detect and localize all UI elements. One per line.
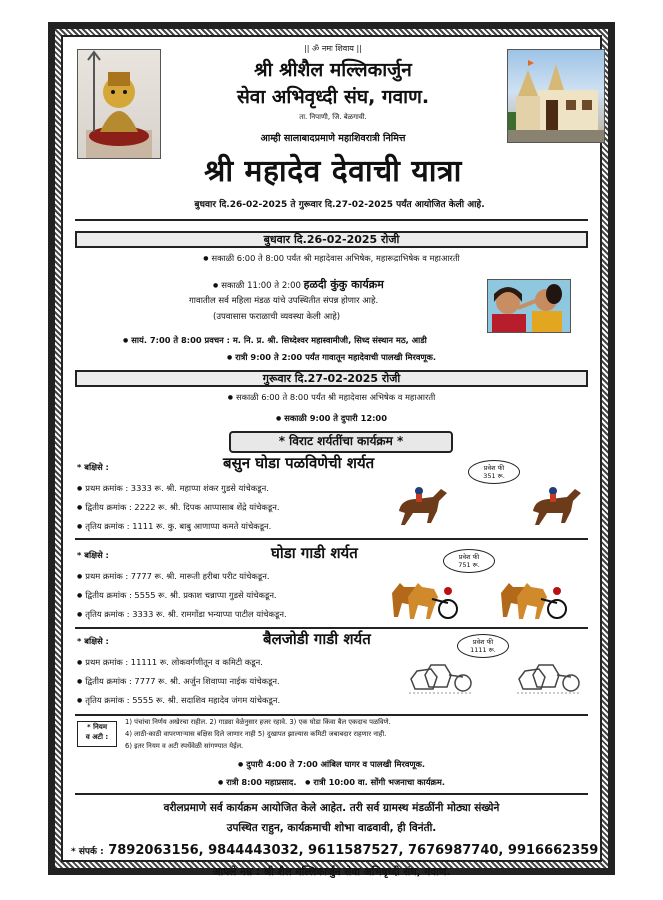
temple-photo (507, 49, 605, 143)
race1-entry-fee: प्रवेश फी 351 रू. (468, 460, 520, 484)
poster-border (48, 22, 615, 878)
race2-prize-label: * बक्षिसे : (77, 550, 109, 560)
race2-first: ● प्रथम क्रमांक : 7777 रू. श्री. मारूती हरीबा परीट यांचेकडून. (77, 571, 269, 582)
contact-numbers[interactable]: 7892063156, 9844443032, 9611587527, 7676987740, 9916662359 (108, 843, 599, 858)
day1-haldi-time (213, 277, 384, 292)
haldi-photo (487, 279, 571, 333)
race1-second: ● द्वितीय क्रमांक : 2222 रू. श्री. दिपक आप्पासाब शेंद्रे यांचेकडून. (77, 502, 279, 513)
divider (75, 714, 588, 716)
horse-rider-icon (525, 483, 585, 529)
rules-line1: 1) पंचांचा निर्णय अखेरचा राहील. 2) गाड्या वेळेनुसार हजर रहावे. 3) एक घोडा किंवा बैल एकदाच पळविणे. (125, 718, 391, 726)
divider (75, 538, 588, 540)
rules-line3: 6) इतर नियम व अटी स्पर्धेवेळी सांगण्यात येईल. (125, 742, 244, 750)
closing-palkhi: ● दुपारी 4:00 ते 7:00 आंबिल घागर व पालखी मिरवणूक. (75, 759, 588, 770)
contact-line (71, 843, 598, 858)
org-name-line1: श्री श्रीशैल मल्लिकार्जुन (254, 59, 412, 81)
mahaprasad-text: ● रात्री 8:00 महाप्रसाद. (218, 777, 297, 787)
race1-prize-label: * बक्षिसे : (77, 462, 109, 472)
day1-palkhi: ● रात्री 9:00 ते 2:00 पर्यंत गावातून महादेवाची पालखी मिरवणूक. (75, 352, 588, 363)
day2-heading: गुरूवार दि.27-02-2025 रोजी (75, 370, 588, 387)
poster-body (61, 35, 602, 878)
race2-third: ● तृतिय क्रमांक : 3333 रू. श्री. रामगोंडा भन्याप्पा पाटील यांचेकडून. (77, 609, 287, 620)
day2-abhishek: ● सकाळी 6:00 ते 8:00 पर्यंत श्री महादेवास अभिषेक व महाआरती (75, 392, 588, 403)
footer-signature: आपले नम्र : श्री शैल मल्लिकार्जुन सेवा अभिवृध्दी संघ, गवाण. (212, 866, 451, 878)
race1-third: ● तृतिय क्रमांक : 1111 रू. कु. बाबु आणाप्पा कमते यांचेकडून. (77, 521, 271, 532)
closing-evening (75, 777, 588, 788)
day1-abhishek: ● सकाळी 6:00 ते 8:00 पर्यंत श्री महादेवास अभिषेक, महारूद्राभिषेक व महाआरती (75, 253, 588, 264)
race3-first: ● प्रथम क्रमांक : 11111 रू. लोकवर्गणीतून व कमिटी कडून. (77, 657, 263, 668)
day1-pravachan: ● सायं. 7:00 ते 8:00 प्रवचन : म. नि. प्र. श्री. सिध्देश्वर महास्वामीजी, सिध्द संस्थान मठ, आडी (123, 335, 427, 346)
bullock-cart-icon (515, 649, 581, 695)
closing-para2: उपस्थित राहुन, कार्यक्रमाची शोभा वाढवावी, ही विनंती. (226, 822, 437, 834)
horse-rider-icon (391, 483, 451, 529)
haldi-time: सकाळी 11:00 ते 2:00 (221, 281, 301, 291)
closing-para1: वरीलप्रमाणे सर्व कार्यक्रम आयोजित केले आहेत. तरी सर्व ग्रामस्थ मंडळींनी मोठ्या संख्येने (163, 802, 500, 814)
org-name-line2: सेवा अभिवृध्दी संघ, गवाण. (236, 86, 430, 108)
intro-text: आम्ही सालाबादप्रमाणे महाशिवरात्री निमित्त (260, 133, 406, 144)
location-text: ता. निपाणी, जि. बेळगावी. (299, 113, 367, 121)
race2-entry-fee: प्रवेश फी 751 रू. (443, 549, 495, 573)
day1-heading: बुधवार दि.26-02-2025 रोजी (75, 231, 588, 248)
race3-entry-fee: प्रवेश फी 1111 रू. (457, 634, 509, 658)
race3-prize-label: * बक्षिसे : (77, 636, 109, 646)
race2-second: ● द्वितीय क्रमांक : 5555 रू. श्री. प्रकाश चन्नाप्पा गुडसे यांचेकडून. (77, 590, 277, 601)
race-banner: * विराट शर्यतींचा कार्यक्रम * (229, 431, 453, 453)
race3-second: ● द्वितीय क्रमांक : 7777 रू. श्री. अर्जुन शिवाप्पा नाईक यांचेकडून. (77, 676, 280, 687)
day2-morning: ● सकाळी 9:00 ते दुपारी 12:00 (75, 413, 588, 424)
day1-haldi-note: (उपवासास फराळाची व्यवस्था केली आहे) (213, 312, 341, 322)
haldi-title: हळदी कुंकु कार्यक्रम (303, 278, 384, 291)
divider (75, 793, 588, 795)
rules-label: * नियम व अटी : (77, 721, 117, 747)
invocation: || ॐ नमः शिवाय || (304, 44, 362, 53)
divider (75, 219, 588, 221)
horse-cart-icon (388, 573, 458, 623)
bhajan-text: ● रात्री 10:00 वा. सोंगी भजनाचा कार्यक्रम. (305, 777, 445, 787)
bullock-cart-icon (407, 649, 473, 695)
event-dates: बुधवार दि.26-02-2025 ते गुरूवार दि.27-02-2025 पर्यंत आयोजित केली आहे. (194, 200, 485, 210)
race1-first: ● प्रथम क्रमांक : 3333 रू. श्री. महाप्पा शंकर गुडसे यांचेकडून. (77, 483, 269, 494)
contact-label: * संपर्क : (71, 847, 104, 857)
rules-line2: 4) लाठी-काठी वापरणाऱ्यास बक्षिस दिले जाणार नाही 5) दुखापत झाल्यास कमिटी जबाबदार राहणार नाही. (125, 730, 387, 738)
race2-title: घोडा गाडी शर्यत (271, 544, 358, 562)
race1-title: बसुन घोडा पळविणेची शर्यत (223, 454, 375, 472)
race3-third: ● तृतिय क्रमांक : 5555 रू. श्री. सदाशिव महादेव जंगम यांचेकडून. (77, 695, 280, 706)
deity-photo (77, 49, 161, 159)
page-title: श्री महादेव देवाची यात्रा (204, 154, 462, 189)
race3-title: बैलजोडी गाडी शर्यत (263, 630, 371, 648)
day1-haldi-desc: गावातील सर्व महिला मंडळ यांचे उपस्थितीत संपन्न होणार आहे. (189, 296, 379, 306)
horse-cart-icon (497, 573, 567, 623)
